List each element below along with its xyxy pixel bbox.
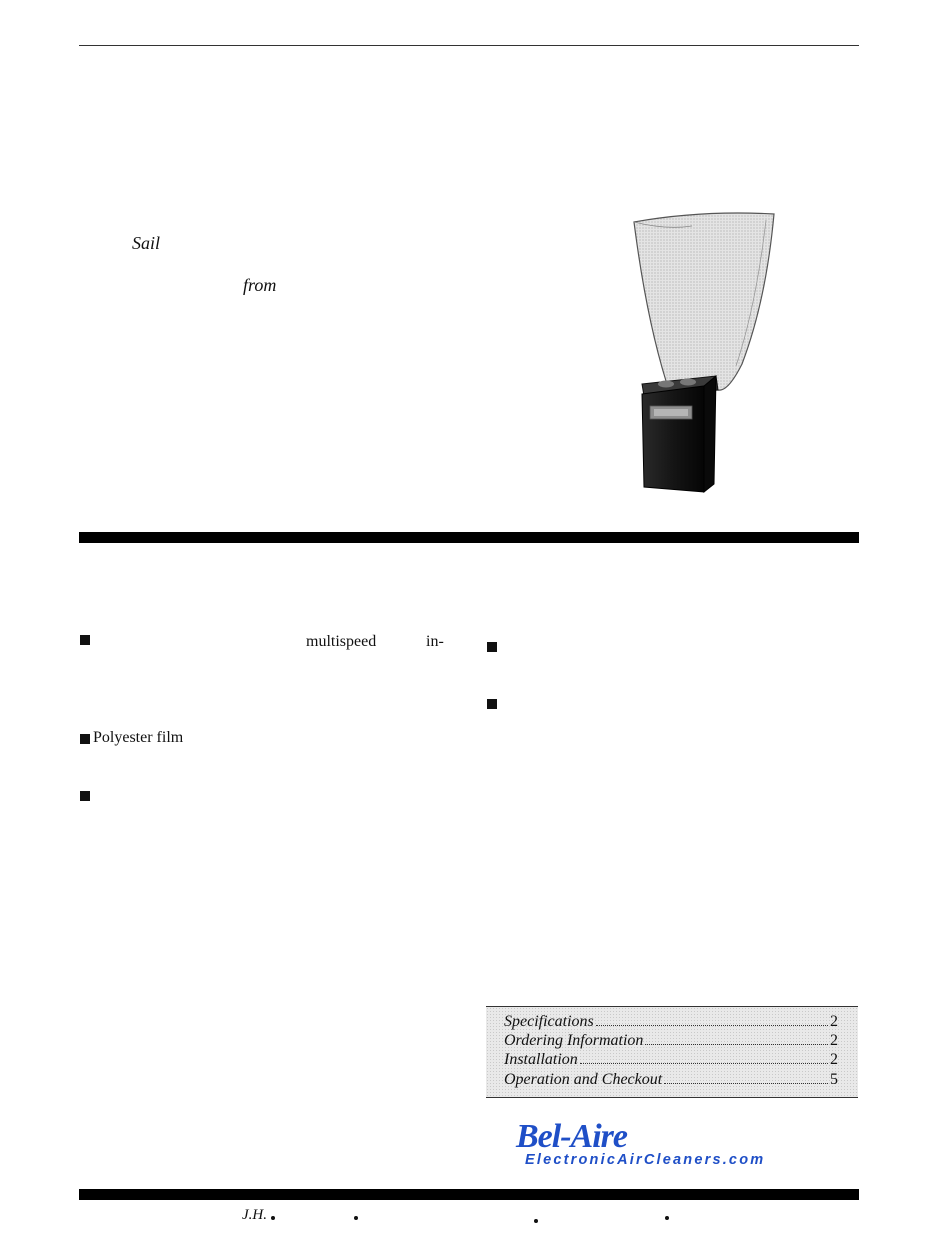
feature-polyester-film: Polyester film xyxy=(93,729,184,746)
toc-label: Specifications xyxy=(504,1013,594,1030)
top-rule xyxy=(79,45,859,46)
footer-initials: J.H. xyxy=(242,1207,267,1223)
section-divider-bottom xyxy=(79,1189,859,1200)
bullet-square xyxy=(487,699,497,709)
logo-bel-aire: Bel-Aire xyxy=(516,1118,627,1155)
toc-page: 5 xyxy=(830,1071,838,1088)
toc-leader xyxy=(664,1083,828,1084)
toc-leader xyxy=(596,1025,828,1026)
air-cleaner-unit xyxy=(642,376,718,492)
toc-label: Operation and Checkout xyxy=(504,1071,663,1088)
bullet-square xyxy=(80,635,90,645)
toc-label: Ordering Information xyxy=(504,1032,644,1049)
toc-row[interactable] xyxy=(504,1051,838,1071)
toc-page: 2 xyxy=(830,1032,838,1049)
bullet-square xyxy=(80,734,90,744)
toc-page: 2 xyxy=(830,1051,838,1068)
feature-word-multispeed: multispeed xyxy=(306,633,377,650)
toc-row[interactable] xyxy=(504,1013,838,1033)
bullet-square xyxy=(487,642,497,652)
footer-dot xyxy=(665,1216,669,1220)
footer-dot xyxy=(354,1216,358,1220)
word-sail: Sail xyxy=(132,233,161,253)
word-from: from xyxy=(243,275,277,295)
bullet-square xyxy=(80,791,90,801)
toc-leader xyxy=(580,1063,828,1064)
product-illustration xyxy=(606,206,786,498)
section-divider-top xyxy=(79,532,859,543)
table-of-contents xyxy=(486,1006,858,1098)
logo-website: ElectronicAirCleaners.com xyxy=(525,1152,766,1168)
toc-leader xyxy=(645,1044,828,1045)
toc-page: 2 xyxy=(830,1013,838,1030)
footer-dot xyxy=(534,1219,538,1223)
toc-row[interactable] xyxy=(504,1032,838,1052)
toc-label: Installation xyxy=(504,1051,578,1068)
footer-dot xyxy=(271,1216,275,1220)
toc-row[interactable] xyxy=(504,1071,838,1091)
feature-word-in: in- xyxy=(426,633,444,650)
